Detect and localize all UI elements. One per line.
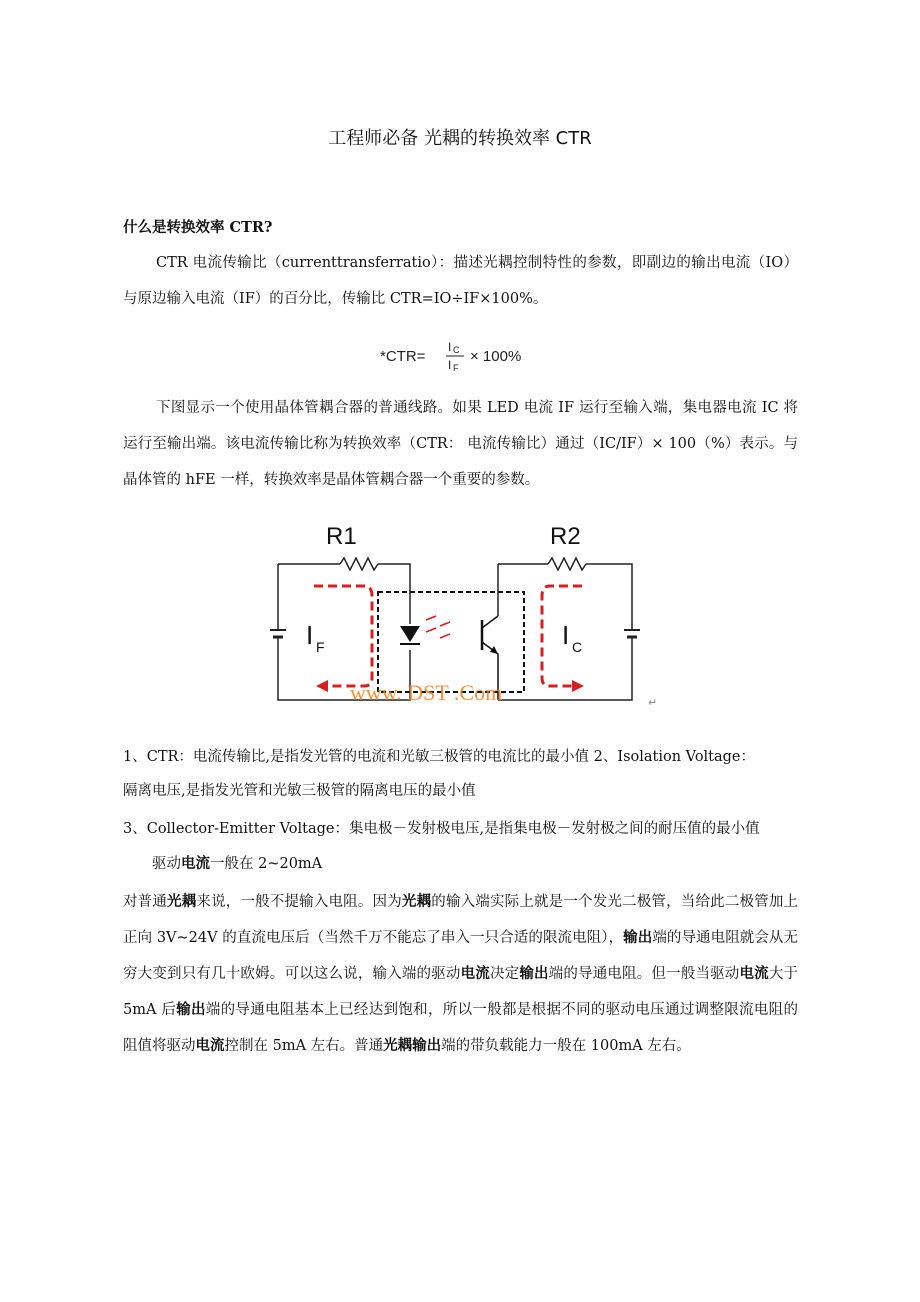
emphasis-term: 光耦输出 bbox=[383, 1037, 442, 1054]
text-run: 端的导通电阻。但一般当驱动 bbox=[548, 966, 740, 982]
ctr-definition-paragraph: CTR 电流传输比（currenttransferratio）：描述光耦控制特性的参数，即副边的输出电流（IO）与原边输入电流（IF）的百分比，传输比 CTR=IO÷IF×100%。 bbox=[123, 255, 798, 307]
if-arrow-head-icon bbox=[316, 680, 328, 692]
drive-range: 一般在 2~20mA bbox=[210, 856, 323, 872]
drive-current-bold: 电流 bbox=[181, 855, 210, 872]
optocoupler-package-outline bbox=[378, 592, 524, 692]
drive-current-line bbox=[152, 849, 322, 879]
ctr-formula bbox=[378, 336, 548, 376]
text-run: 对普通 bbox=[123, 894, 168, 910]
text-run: 的输入端实际上就是一个发光二极管，当给此二极管加上正向 3V~24V 的直流电压后（当然千万不能忘了串入一只合适的限流电阻）， bbox=[123, 894, 799, 946]
r1-label: R1 bbox=[326, 523, 357, 550]
emphasis-term: 电流 bbox=[739, 965, 769, 982]
optocoupler-circuit-diagram bbox=[270, 516, 660, 710]
left-top-right-wire bbox=[378, 564, 410, 624]
ic-label-sub: C bbox=[572, 639, 583, 655]
emphasis-term: 输出 bbox=[623, 929, 653, 946]
if-label: I bbox=[306, 620, 314, 650]
spec-line-3: 3、Collector-Emitter Voltage：集电极－发射极电压,是指集电极－发射极之间的耐压值的最小值 bbox=[123, 821, 760, 837]
text-run: 大于 5mA 后 bbox=[123, 966, 799, 1018]
light-emission-icon-2 bbox=[440, 622, 450, 638]
emphasis-term: 光耦 bbox=[401, 893, 432, 910]
ic-label: I bbox=[562, 620, 570, 650]
text-run: 来说，一般不提输入电阻。因为 bbox=[196, 894, 402, 910]
ic-arrow-head-icon bbox=[572, 680, 584, 692]
emphasis-term: 光耦 bbox=[167, 893, 197, 910]
text-run: 端的导通电阻就会从无穷大变到只有几十欧姆。可以这么说，输入端的驱动 bbox=[123, 930, 799, 982]
formula-numerator: I bbox=[448, 340, 452, 354]
r2-label: R2 bbox=[550, 523, 581, 550]
emitter-arrow-icon bbox=[490, 646, 498, 654]
emphasis-term: 输出 bbox=[519, 965, 549, 982]
r2-resistor bbox=[548, 558, 586, 570]
formula-prefix: *CTR= bbox=[380, 348, 426, 365]
ctr-formula-graphic bbox=[378, 336, 548, 376]
return-mark: ↵ bbox=[648, 696, 658, 709]
formula-suffix: × 100% bbox=[470, 348, 522, 365]
text-run: 端的带负载能力一般在 100mA 左右。 bbox=[441, 1038, 691, 1054]
formula-numerator-sub: C bbox=[453, 345, 460, 355]
text-run: 决定 bbox=[489, 966, 520, 982]
watermark-text: www. DST .Com bbox=[350, 680, 503, 705]
spec-line-2: 隔离电压,是指发光管和光敏三极管的隔离电压的最小值 bbox=[123, 783, 476, 799]
formula-denominator: I bbox=[448, 358, 452, 372]
if-current-path bbox=[314, 586, 372, 686]
page-title: 工程师必备 光耦的转换效率 CTR bbox=[328, 128, 592, 149]
emphasis-term: 输出 bbox=[176, 1001, 206, 1018]
light-emission-icon bbox=[426, 616, 436, 632]
emphasis-term: 电流 bbox=[195, 1037, 225, 1054]
circuit-description-paragraph: 下图显示一个使用晶体管耦合器的普通线路。如果 LED 电流 IF 运行至输入端，集电器电流 IC 将运行至输出端。该电流传输比称为转换效率（CTR： 电流传输比）通过（IC/IF）× 100（%）表示。与晶体管的 hFE 一样，转换效率是晶体管耦合器一个重要的参数。 bbox=[123, 400, 798, 488]
circuit-graphic bbox=[270, 516, 660, 710]
if-label-sub: F bbox=[316, 639, 325, 655]
section-heading: 什么是转换效率 CTR? bbox=[123, 219, 273, 236]
emphasis-term: 电流 bbox=[460, 965, 490, 982]
text-run: 控制在 5mA 左右。普通 bbox=[224, 1038, 384, 1054]
r1-resistor bbox=[340, 558, 378, 570]
right-vertical-wire bbox=[586, 564, 632, 630]
spec-line-1: 1、CTR：电流传输比,是指发光管的电流和光敏三极管的电流比的最小值 2、Isolation Voltage： bbox=[123, 749, 756, 765]
formula-denominator-sub: F bbox=[453, 363, 459, 373]
led-diode-icon bbox=[400, 626, 420, 642]
text-run: 端的导通电阻基本上已经达到饱和，所以一般都是根据不同的驱动电压通过调整限流电阻的阻值将驱动 bbox=[123, 1002, 798, 1054]
input-resistance-paragraph bbox=[123, 884, 798, 1064]
drive-label: 驱动 bbox=[152, 856, 181, 872]
